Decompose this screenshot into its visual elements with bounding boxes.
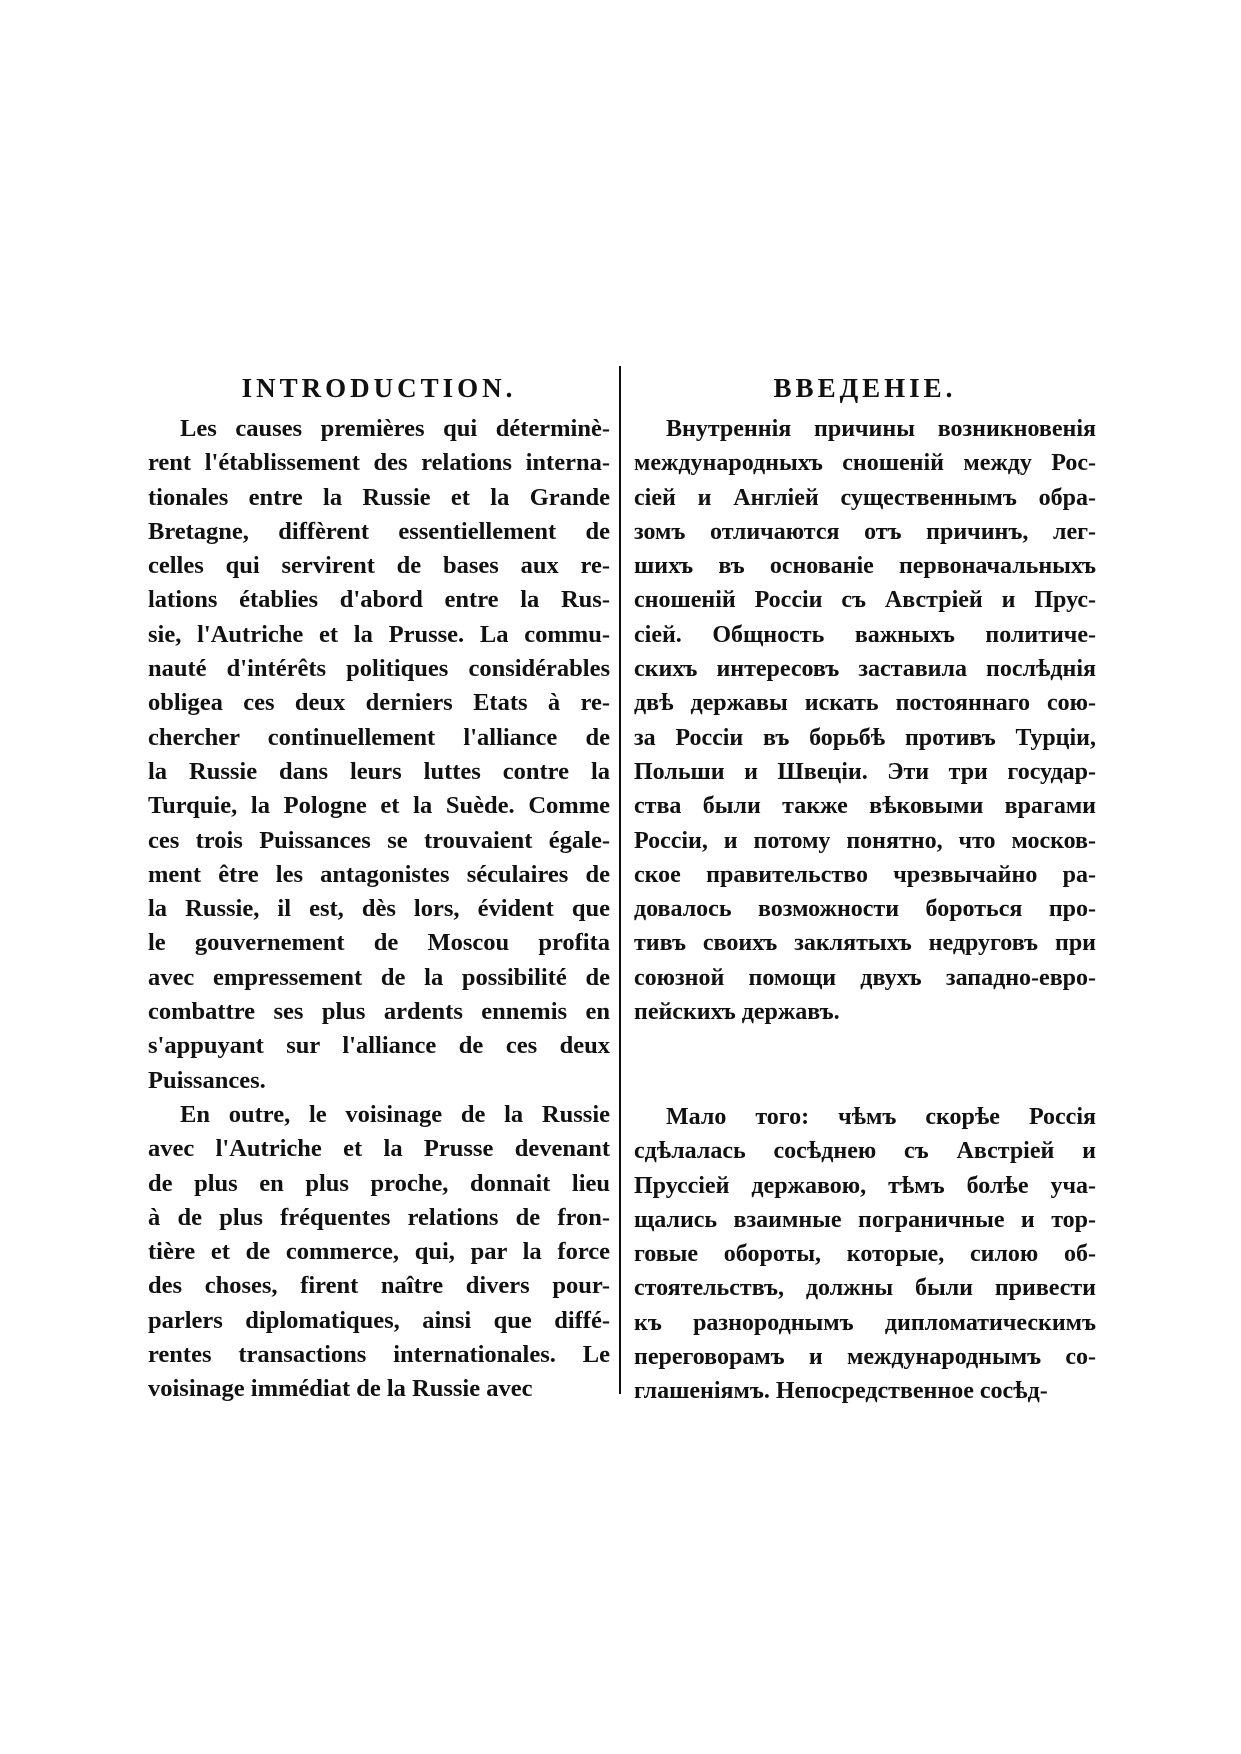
text-line: сношеній Россіи съ Австріей и Прус- [634, 587, 1096, 614]
text-line: nauté d'intérêts politiques considérables [148, 655, 610, 683]
text-line: союзной помощи двухъ западно-евро- [634, 964, 1096, 991]
text-line: de plus en plus proche, donnait lieu [148, 1169, 610, 1197]
french-column [148, 366, 610, 1407]
text-line: avec l'Autriche et la Prusse devenant [148, 1135, 610, 1163]
russian-paragraph-2 [634, 1100, 1096, 1409]
text-line: сдѣлалась сосѣднею съ Австріей и [634, 1138, 1096, 1165]
text-line: voisinage immédiat de la Russie avec [148, 1375, 533, 1403]
text-line: глашеніямъ. Непосредственное сосѣд- [634, 1378, 1048, 1405]
text-line: s'appuyant sur l'alliance de ces deux [148, 1032, 610, 1060]
text-line: сіей. Общность важныхъ политиче- [634, 621, 1096, 648]
text-line: говые обороты, которые, силою об- [634, 1241, 1096, 1268]
text-line: стоятельствъ, должны были привести [634, 1275, 1096, 1302]
text-line: rentes transactions internationales. Le [148, 1341, 610, 1369]
text-line: le gouvernement de Moscou profita [148, 929, 610, 957]
text-line: la Russie dans leurs luttes contre la [148, 757, 610, 785]
text-line: rent l'établissement des relations interna- [148, 449, 610, 477]
text-line: celles qui servirent de bases aux re- [148, 552, 610, 580]
text-line: des choses, firent naître divers pour- [148, 1272, 610, 1300]
text-line: chercher continuellement l'alliance de [148, 723, 610, 751]
text-line: къ разнороднымъ дипломатическимъ [634, 1309, 1096, 1336]
russian-column [634, 366, 1096, 1409]
text-line: avec empressement de la possibilité de [148, 963, 610, 991]
text-line: parlers diplomatiques, ainsi que diffé- [148, 1306, 610, 1334]
text-line: Turquie, la Pologne et la Suède. Comme [148, 792, 610, 820]
text-line: Россіи, и потому понятно, что москов- [634, 827, 1096, 854]
text-line: Внутреннія причины возникновенія [666, 416, 1096, 442]
text-line: Bretagne, diffèrent essentiellement de [148, 517, 610, 545]
text-line: зомъ отличаются отъ причинъ, лег- [634, 518, 1096, 545]
text-line: sie, l'Autriche et la Prusse. La commu- [148, 620, 610, 648]
text-line: за Россіи въ борьбѣ противъ Турціи, [634, 724, 1096, 751]
text-line: довалось возможности бороться про- [634, 896, 1096, 923]
text-line: переговорамъ и международнымъ со- [634, 1344, 1096, 1371]
text-line: tière et de commerce, qui, par la force [148, 1238, 610, 1266]
french-title: INTRODUCTION. [241, 373, 517, 403]
text-line: lations établies d'abord entre la Rus- [148, 586, 610, 614]
text-line: Пруссіей державою, тѣмъ болѣе уча- [634, 1172, 1096, 1199]
text-line: tionales entre la Russie et la Grande [148, 483, 610, 511]
text-line: ment être les antagonistes séculaires de [148, 860, 610, 888]
text-line: ства были также вѣковыми врагами [634, 793, 1096, 820]
french-paragraph-2 [148, 1098, 610, 1407]
text-line: скихъ интересовъ заставила послѣднія [634, 656, 1096, 683]
column-divider [619, 366, 621, 1394]
text-line: пейскихъ державъ. [634, 999, 840, 1026]
text-line: двѣ державы искать постояннаго сою- [634, 690, 1096, 717]
text-line: Les causes premières qui déterminè- [180, 415, 610, 442]
text-line: à de plus fréquentes relations de fron- [148, 1203, 610, 1231]
text-line: тивъ своихъ заклятыхъ недруговъ при [634, 930, 1096, 957]
text-line: ское правительство чрезвычайно ра- [634, 861, 1096, 888]
text-line: шихъ въ основаніе первоначальныхъ [634, 553, 1096, 580]
french-paragraph-1 [148, 412, 610, 1098]
text-line: Puissances. [148, 1066, 266, 1094]
russian-paragraph-1 [634, 412, 1096, 1029]
text-line: combattre ses plus ardents ennemis en [148, 998, 610, 1026]
text-line: la Russie, il est, dès lors, évident que [148, 895, 610, 923]
text-line: Польши и Швеціи. Эти три государ- [634, 758, 1096, 785]
text-line: ces trois Puissances se trouvaient égale- [148, 826, 610, 854]
text-line: щались взаимные пограничные и тор- [634, 1206, 1096, 1233]
text-line: Мало того: чѣмъ скорѣе Россія [666, 1103, 1096, 1130]
russian-title: ВВЕДЕНІЕ. [773, 373, 957, 403]
text-line: En outre, le voisinage de la Russie [180, 1100, 610, 1128]
text-line: международныхъ сношеній между Рос- [634, 450, 1096, 477]
text-line: сіей и Англіей существеннымъ обра- [634, 484, 1096, 511]
text-line: obligea ces deux derniers Etats à re- [148, 689, 610, 717]
